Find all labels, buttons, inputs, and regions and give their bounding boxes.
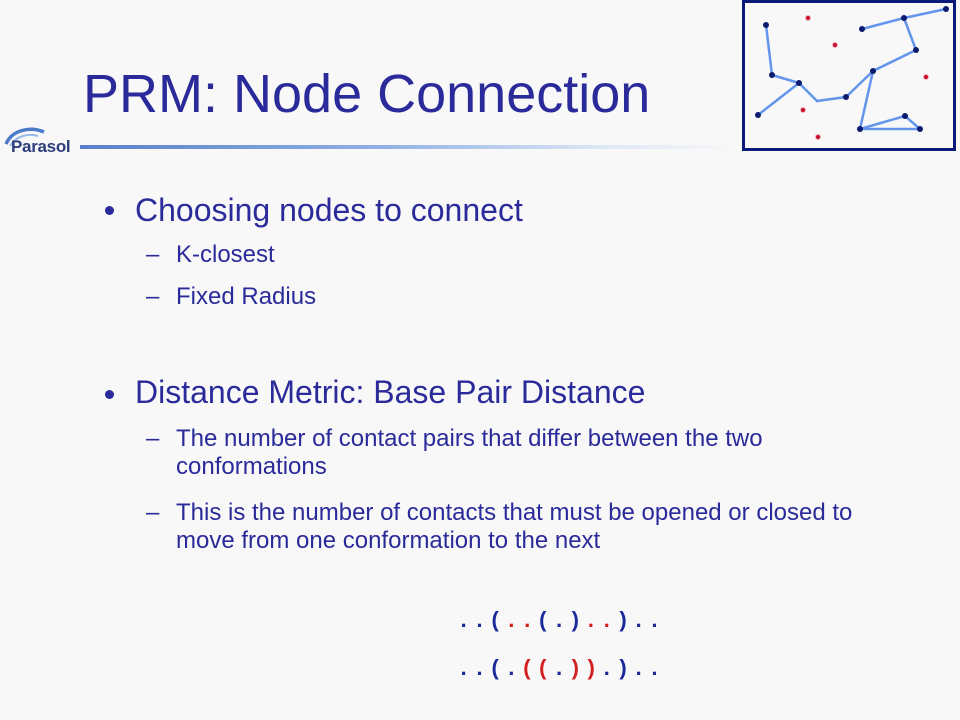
structure-char: ): [616, 657, 632, 682]
invalid-node: [923, 74, 928, 79]
roadmap-node: [913, 47, 919, 53]
roadmap-node: [763, 22, 769, 28]
roadmap-edge: [860, 116, 905, 129]
structure-char: .: [504, 609, 521, 634]
roadmap-diagram: [742, 0, 956, 151]
structure-char: .: [600, 609, 617, 634]
invalid-node: [800, 107, 805, 112]
structure-char: .: [631, 609, 648, 634]
roadmap-node: [901, 15, 907, 21]
structure-char: (: [536, 657, 553, 682]
bullet-marker: [104, 389, 116, 401]
roadmap-node: [943, 6, 949, 12]
sub-bullet-marker: –: [146, 499, 160, 526]
roadmap-node: [755, 112, 761, 118]
structure-char: .: [647, 609, 664, 634]
roadmap-edge: [860, 71, 873, 129]
roadmap-node: [870, 68, 876, 74]
roadmap-node: [917, 126, 923, 132]
structure-char: .: [600, 657, 617, 682]
structure-char: .: [520, 609, 537, 634]
structure-string-1: [457, 609, 664, 634]
sub-bullet-k-closest: K-closest: [176, 241, 275, 268]
invalid-node: [832, 42, 837, 47]
structure-char: .: [472, 609, 489, 634]
sub-bullet-fixed-radius: Fixed Radius: [176, 283, 317, 310]
structure-char: ): [616, 609, 632, 634]
roadmap-edge: [758, 83, 799, 115]
structure-char: (: [520, 657, 537, 682]
structure-string-2: [457, 657, 664, 682]
structure-char: .: [647, 657, 664, 682]
structure-char: .: [631, 657, 648, 682]
roadmap-node: [902, 113, 908, 119]
structure-char: (: [488, 657, 505, 682]
roadmap-edge: [904, 9, 946, 18]
sub-bullet-marker: –: [146, 283, 160, 310]
sub-bullet-contacts-opened: This is the number of contacts that must be opened or closed to move from one conformation to the next: [176, 499, 853, 554]
structure-char: .: [457, 657, 473, 682]
invalid-node: [815, 134, 820, 139]
roadmap-node: [857, 126, 863, 132]
structure-char: ): [584, 657, 601, 682]
roadmap-graph: [745, 3, 953, 148]
invalid-node: [805, 15, 810, 20]
structure-char: ): [568, 657, 585, 682]
sub-bullet-contact-pairs: The number of contact pairs that differ between the two conformations: [176, 425, 763, 480]
roadmap-edge: [873, 50, 916, 71]
logo-text: Parasol: [11, 137, 71, 156]
structure-char: .: [472, 657, 489, 682]
structure-char: .: [552, 609, 569, 634]
structure-char: (: [488, 609, 505, 634]
roadmap-edge: [862, 18, 904, 29]
structure-char: ): [568, 609, 585, 634]
structure-char: .: [552, 657, 569, 682]
roadmap-node: [859, 26, 865, 32]
roadmap-edge: [766, 25, 772, 75]
roadmap-edge: [817, 97, 846, 101]
roadmap-edge: [799, 83, 817, 101]
roadmap-edge: [772, 75, 799, 83]
roadmap-node: [796, 80, 802, 86]
parasol-logo: [4, 124, 76, 160]
bullet-distance-metric: Distance Metric: Base Pair Distance: [135, 374, 646, 410]
sub-bullet-marker: –: [146, 241, 160, 268]
roadmap-node: [769, 72, 775, 78]
sub-bullet-marker: –: [146, 425, 160, 452]
title-divider: [80, 145, 740, 149]
roadmap-edge: [904, 18, 916, 50]
structure-char: .: [584, 609, 601, 634]
structure-char: (: [536, 609, 553, 634]
structure-char: .: [457, 609, 473, 634]
bullet-marker: [104, 205, 116, 217]
roadmap-node: [843, 94, 849, 100]
bullet-choosing-nodes: Choosing nodes to connect: [135, 192, 523, 228]
structure-char: .: [504, 657, 521, 682]
slide-title: PRM: Node Connection: [83, 64, 651, 124]
